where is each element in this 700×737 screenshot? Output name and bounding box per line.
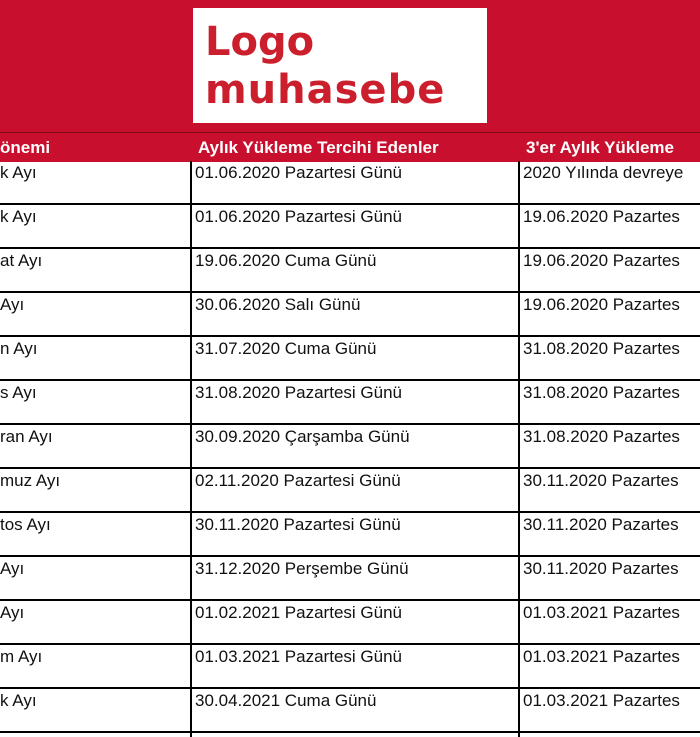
table-cell-period: Ayı xyxy=(0,603,25,622)
logo-text-line1: Logo xyxy=(205,19,315,65)
table-cell-period: k Ayı xyxy=(0,163,37,182)
table-cell-period: k Ayı xyxy=(0,691,37,710)
table-cell-quarterly: 30.11.2020 Pazartes xyxy=(523,515,679,534)
table-row xyxy=(0,337,700,381)
table-cell-monthly: 01.06.2020 Pazartesi Günü xyxy=(195,207,402,226)
table-row xyxy=(0,513,700,557)
table-row xyxy=(0,293,700,337)
table-cell-period: tos Ayı xyxy=(0,515,51,534)
table-cell-period: Ayı xyxy=(0,559,25,578)
table-cell-quarterly: 30.11.2020 Pazartes xyxy=(523,559,679,578)
table-row xyxy=(0,689,700,733)
table-cell-monthly: 30.06.2020 Salı Günü xyxy=(195,295,361,314)
table-row xyxy=(0,161,700,205)
table-cell-period: at Ayı xyxy=(0,251,43,270)
table-header-row xyxy=(0,132,700,162)
table-cell-period: m Ayı xyxy=(0,647,43,666)
table-cell-monthly: 31.12.2020 Perşembe Günü xyxy=(195,559,409,578)
table-row xyxy=(0,425,700,469)
table-row xyxy=(0,601,700,645)
table-cell-quarterly: 01.03.2021 Pazartes xyxy=(523,647,680,666)
table-row xyxy=(0,381,700,425)
table-cell-period: Ayı xyxy=(0,295,25,314)
table-row xyxy=(0,205,700,249)
table-cell-monthly: 31.07.2020 Cuma Günü xyxy=(195,339,377,358)
table-cell-quarterly: 19.06.2020 Pazartes xyxy=(523,295,680,314)
table-cell-period: n Ayı xyxy=(0,339,38,358)
table-cell-quarterly: 30.11.2020 Pazartes xyxy=(523,471,679,490)
table-cell-quarterly: 31.08.2020 Pazartes xyxy=(523,339,680,358)
table-cell-period: muz Ayı xyxy=(0,471,61,490)
column-header-monthly: Aylık Yükleme Tercihi Edenler xyxy=(198,138,439,157)
table-cell-monthly: 01.06.2020 Pazartesi Günü xyxy=(195,163,402,182)
header-banner xyxy=(0,0,700,132)
column-header-quarterly: 3'er Aylık Yükleme xyxy=(526,138,675,157)
table-cell-quarterly: 31.08.2020 Pazartes xyxy=(523,427,680,446)
table-cell-quarterly: 2020 Yılında devreye xyxy=(523,163,684,182)
table-cell-period: k Ayı xyxy=(0,207,37,226)
logo-text-line2: muhasebe xyxy=(205,67,446,113)
table-cell-quarterly: 19.06.2020 Pazartes xyxy=(523,207,680,226)
table-row xyxy=(0,249,700,293)
table-cell-monthly: 02.11.2020 Pazartesi Günü xyxy=(195,471,401,490)
column-header-period: önemi xyxy=(0,138,51,157)
table-cell-monthly: 01.02.2021 Pazartesi Günü xyxy=(195,603,402,622)
table-cell-quarterly: 19.06.2020 Pazartes xyxy=(523,251,680,270)
table-cell-monthly: 30.04.2021 Cuma Günü xyxy=(195,691,377,710)
table-cell-monthly: 30.11.2020 Pazartesi Günü xyxy=(195,515,401,534)
table-cell-period: ran Ayı xyxy=(0,427,53,446)
table-cell-quarterly: 31.08.2020 Pazartes xyxy=(523,383,680,402)
table-row xyxy=(0,645,700,689)
table-cell-period: s Ayı xyxy=(0,383,37,402)
table-cell-monthly: 30.09.2020 Çarşamba Günü xyxy=(195,427,410,446)
column-divider xyxy=(518,161,520,737)
table-cell-quarterly: 01.03.2021 Pazartes xyxy=(523,603,680,622)
column-divider xyxy=(190,161,192,737)
table-cell-monthly: 19.06.2020 Cuma Günü xyxy=(195,251,377,270)
table-cell-quarterly: 01.03.2021 Pazartes xyxy=(523,691,680,710)
logo xyxy=(193,8,487,123)
table-cell-monthly: 01.03.2021 Pazartesi Günü xyxy=(195,647,402,666)
table-cell-monthly: 31.08.2020 Pazartesi Günü xyxy=(195,383,402,402)
table-row xyxy=(0,469,700,513)
table-row xyxy=(0,557,700,601)
